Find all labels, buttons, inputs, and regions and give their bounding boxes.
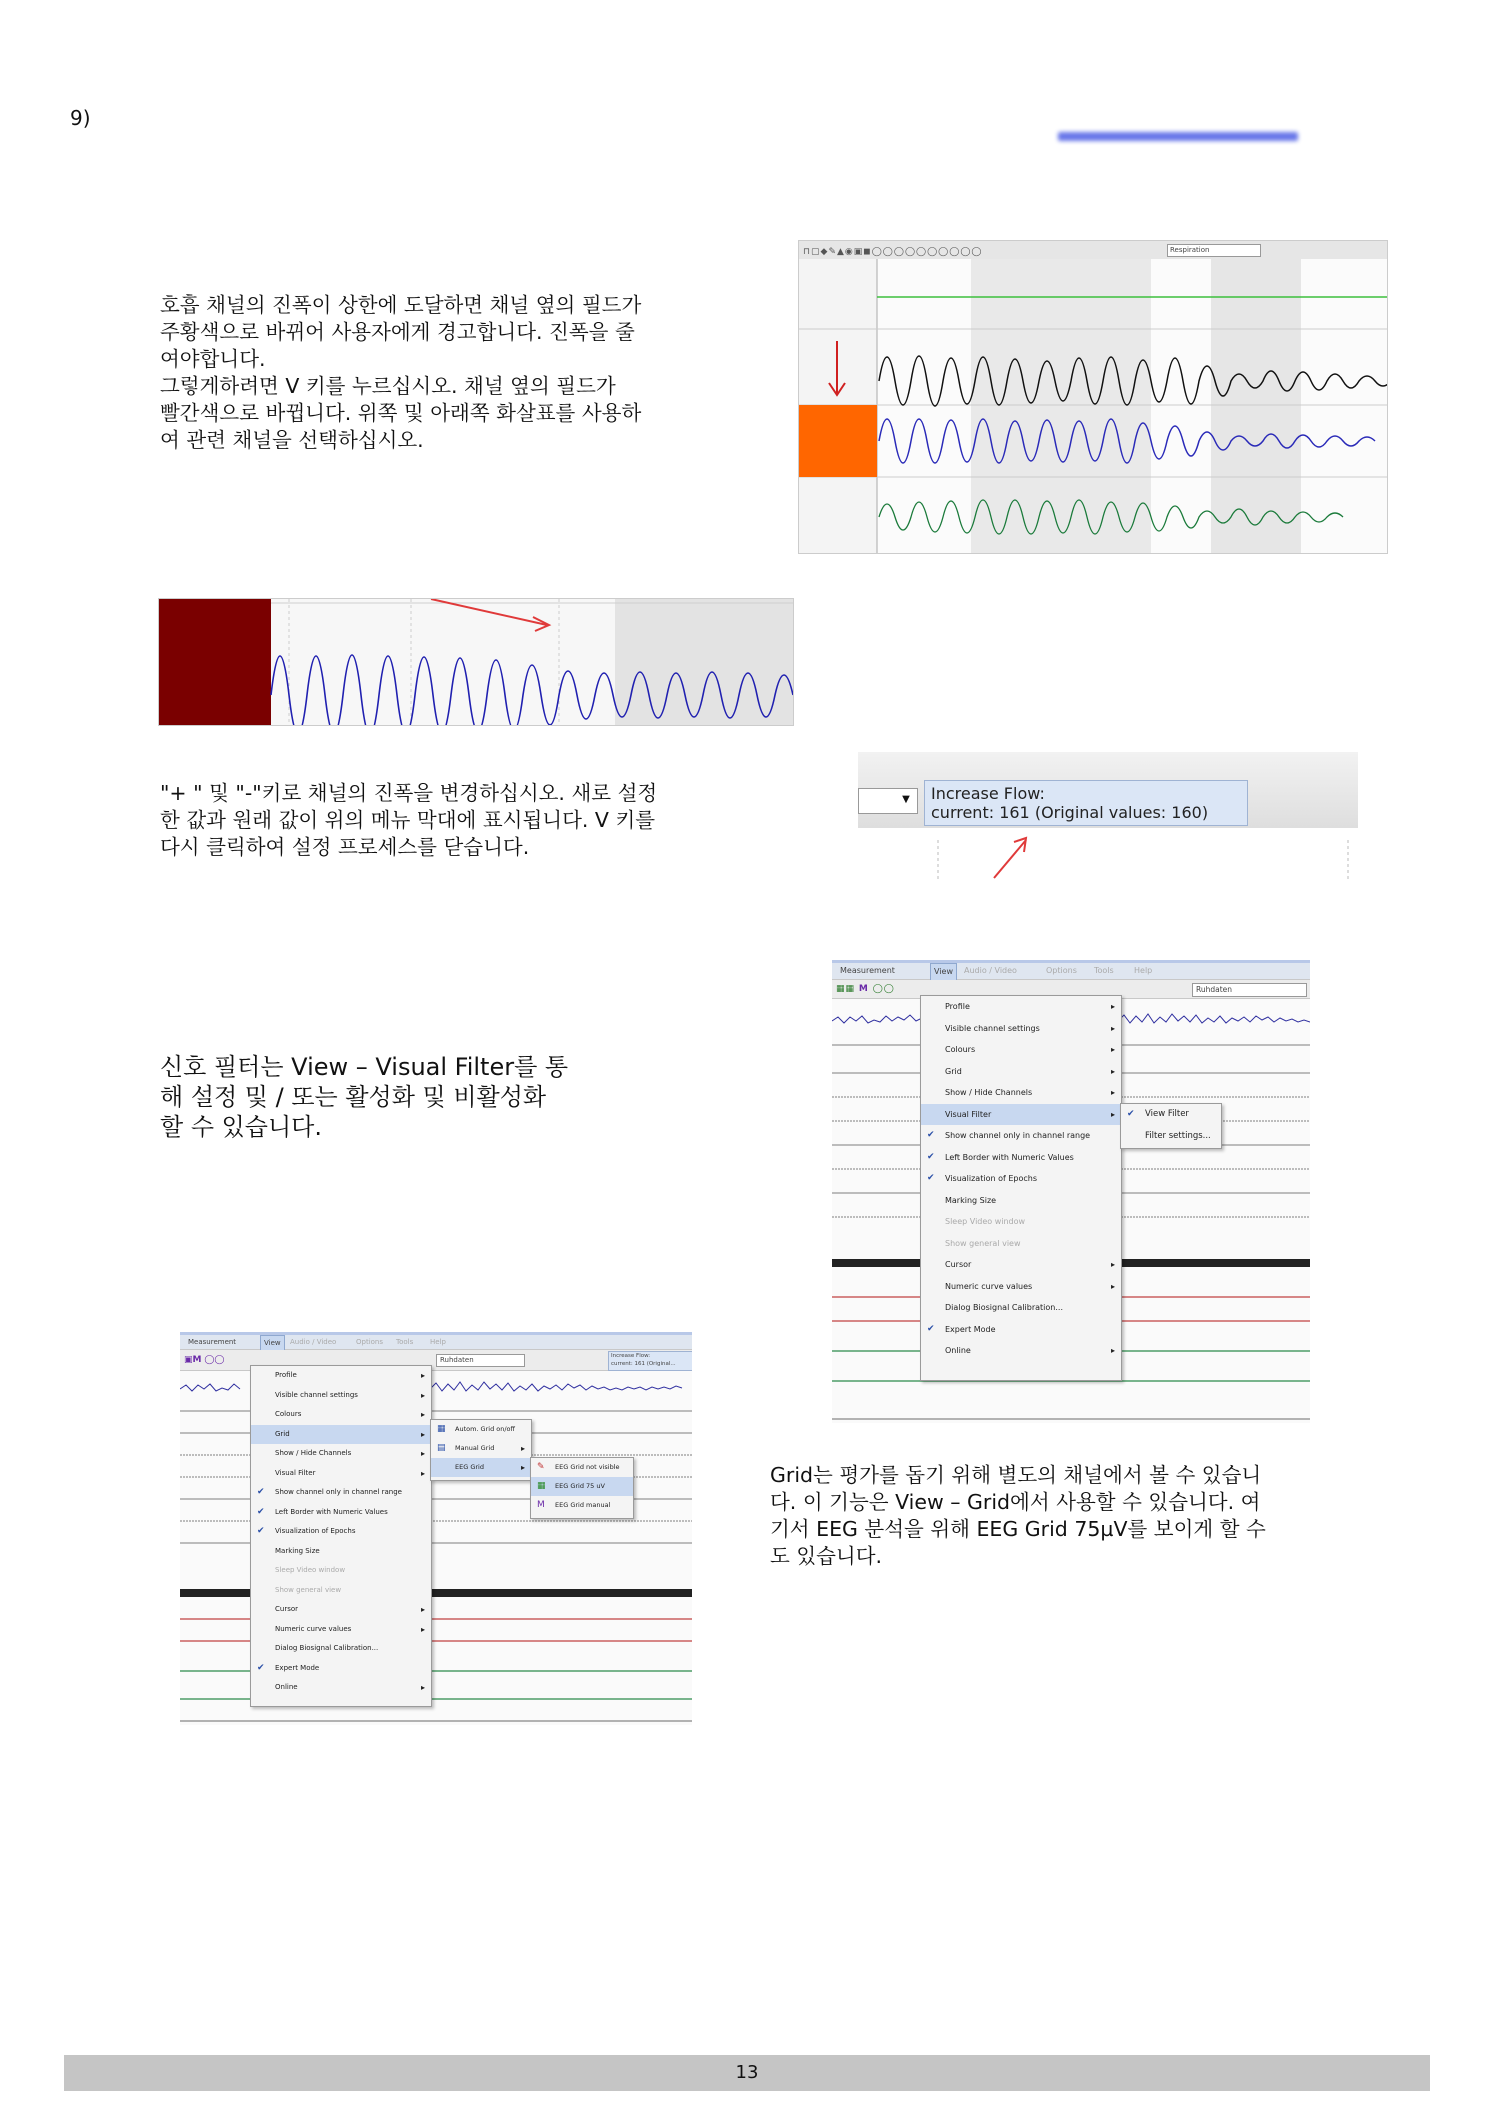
menu-item-visual-filter[interactable] [251,1464,431,1484]
menu-item-left-border-with-numeric-values[interactable] [921,1147,1121,1169]
menu-item-label: Left Border with Numeric Values [945,1152,1074,1162]
menu-audio-video[interactable]: Audio / Video [964,966,1017,975]
menu-item-visualization-of-epochs[interactable] [251,1522,431,1542]
chevron-right-icon: ▸ [420,1683,425,1692]
menu-tools[interactable]: Tools [396,1338,414,1346]
menu-item-label: Visual Filter [275,1468,316,1477]
submenu-label: EEG Grid [455,1463,484,1471]
menu-options[interactable]: Options [356,1338,384,1346]
menu-item-show-hide-channels[interactable] [251,1444,431,1464]
submenu-label: Autom. Grid on/off [455,1425,516,1433]
chevron-right-icon: ▸ [1110,1088,1115,1097]
chevron-right-icon: ▸ [420,1468,425,1478]
menu-item-label: Cursor [275,1605,299,1613]
menu-item-grid[interactable] [921,1061,1121,1083]
profile-select[interactable]: Ruhdaten [1192,983,1307,997]
submenu-label: View Filter [1145,1109,1189,1119]
submenu-label: EEG Grid 75 uV [555,1482,605,1490]
menu-item-cursor[interactable] [921,1254,1121,1276]
screenshot-red-field-signal [158,598,794,726]
red-selected-field [159,599,271,725]
menu-item-online[interactable] [921,1340,1121,1362]
menu-item-visible-channel-settings[interactable] [921,1018,1121,1040]
paragraph-amplitude-warning: 호흡 채널의 진폭이 상한에 도달하면 채널 옆의 필드가 주황색으로 바뀌어 사용자에게 경고합니다. 진폭을 줄 여야합니다. 그렇게하려면 V 키를 누르십시오. 채널 옆의 필드가 빨간색으로 바뀝니다. 위쪽 및 아래쪽 화살표를 사용하 여 관련 채널을 선택하십시오. [160,293,642,452]
menu-item-label: Visualization of Epochs [945,1174,1037,1183]
check-icon: ✔ [927,1323,935,1334]
menubar [180,1335,692,1350]
menu-item-expert-mode[interactable] [921,1319,1121,1341]
menubar [832,963,1310,980]
screenshot-visual-filter-menu [832,960,1310,1423]
menu-item-label: Dialog Biosignal Calibration... [275,1644,379,1652]
menu-item-label: Show general view [275,1585,342,1594]
submenu-manual-grid[interactable] [431,1439,531,1458]
submenu-filter-settings[interactable] [1121,1126,1221,1148]
menu-item-label: Show channel only in channel range [945,1131,1091,1140]
grid-icon: ▦ [537,1481,546,1491]
chevron-right-icon: ▸ [520,1444,525,1453]
menu-item-label: Show / Hide Channels [275,1449,352,1457]
menu-item-profile[interactable] [251,1366,431,1386]
menu-item-numeric-curve-values[interactable] [251,1620,431,1640]
menu-item-expert-mode[interactable] [251,1659,431,1679]
chevron-right-icon: ▸ [1110,1023,1115,1033]
chevron-right-icon: ▸ [420,1390,425,1400]
menu-item-label: Show channel only in channel range [275,1488,402,1496]
menu-item-label: Left Border with Numeric Values [275,1507,388,1516]
menu-item-label: Visualization of Epochs [275,1527,356,1535]
eeg-grid-submenu [530,1457,634,1519]
chevron-right-icon: ▸ [420,1624,425,1634]
submenu-label: EEG Grid not visible [555,1463,620,1471]
respiration-signal-plot [799,241,1387,553]
menu-item-dialog-biosignal-calibration[interactable] [251,1639,431,1659]
chevron-right-icon: ▸ [420,1605,425,1614]
menu-item-visualization-of-epochs[interactable] [921,1168,1121,1190]
marker-icon: M [537,1500,545,1510]
menu-view[interactable]: View [930,963,957,981]
screenshot-respiration-channels [798,240,1388,554]
menu-item-show-general-view[interactable] [921,1233,1121,1255]
menu-item-show-hide-channels[interactable] [921,1082,1121,1104]
submenu-label: EEG Grid manual [555,1501,611,1509]
menu-measurement[interactable]: Measurement [188,1338,237,1346]
menu-item-dialog-biosignal-calibration[interactable] [921,1297,1121,1319]
submenu-eeg-grid[interactable] [431,1458,531,1477]
cropped-heading-remnant [1058,132,1298,141]
menu-item-profile[interactable] [921,996,1121,1018]
view-menu [920,995,1122,1381]
check-icon: ✔ [1127,1109,1135,1119]
menu-item-show-channel-only-in-channel-range[interactable] [921,1125,1121,1147]
menu-item-label: Marking Size [945,1195,997,1205]
menu-item-online[interactable] [251,1678,431,1698]
submenu-view-filter[interactable] [1121,1104,1221,1126]
chevron-right-icon: ▸ [1110,1045,1115,1054]
check-icon: ✔ [927,1151,935,1162]
menu-help[interactable]: Help [1134,966,1153,975]
submenu-autom-grid[interactable] [431,1420,531,1439]
menu-item-label: Visual Filter [945,1109,992,1119]
screenshot-increase-flow [858,752,1358,880]
page-number: 13 [735,2062,759,2083]
menu-item-label: Visible channel settings [945,1023,1040,1033]
orange-warning-field [799,405,877,477]
toolbar-icons: ⊓▢◆✎▲◉▣◼◯◯◯◯◯◯◯◯◯◯ [803,247,983,257]
menu-item-label: Profile [275,1371,297,1379]
menu-tools[interactable]: Tools [1094,966,1114,975]
flow-title: Increase Flow: [931,784,1045,803]
submenu-label: Manual Grid [455,1444,495,1452]
chevron-right-icon: ▸ [520,1463,525,1472]
respiration-select[interactable]: Respiration [1167,244,1261,257]
chevron-right-icon: ▸ [1110,1109,1115,1119]
menu-item-label: Expert Mode [945,1324,996,1334]
paragraph-grid: Grid는 평가를 돕기 위해 별도의 채널에서 볼 수 있습니 다. 이 기능은 View – Grid에서 사용할 수 있습니다. 여 기서 EEG 분석을 위해 EEG Grid 75µV를 보이게 할 수 도 있습니다. [770,1463,1266,1568]
check-icon: ✔ [257,1487,265,1497]
menu-item-label: Online [275,1683,298,1691]
menu-item-left-border-with-numeric-values[interactable] [251,1503,431,1523]
check-icon: ✔ [927,1130,935,1140]
check-icon: ✔ [257,1526,265,1536]
submenu-eeg-grid-manual[interactable] [531,1496,633,1515]
menu-item-label: Profile [945,1002,970,1011]
chevron-right-icon: ▸ [1110,1066,1115,1076]
menu-item-label: Colours [275,1410,302,1418]
menu-item-numeric-curve-values[interactable] [921,1276,1121,1298]
menu-item-label: Grid [275,1429,290,1438]
menu-item-marking-size[interactable] [921,1190,1121,1212]
menu-item-label: Sleep Video window [275,1566,346,1574]
profile-select[interactable]: Ruhdaten [436,1354,525,1367]
menu-item-grid[interactable] [251,1425,431,1445]
submenu-label: Filter settings... [1145,1130,1211,1141]
grid-icon: ▤ [437,1443,446,1453]
menu-item-label: Expert Mode [275,1663,320,1672]
chevron-right-icon: ▸ [420,1429,425,1439]
chevron-right-icon: ▸ [420,1371,425,1380]
menu-item-show-channel-only-in-channel-range[interactable] [251,1483,431,1503]
menu-item-label: Cursor [945,1260,972,1269]
view-menu [250,1365,432,1707]
menu-item-marking-size[interactable] [251,1542,431,1562]
grid-icon: ▦ [437,1424,446,1434]
menu-item-visual-filter[interactable] [921,1104,1121,1126]
paragraph-visual-filter: 신호 필터는 View – Visual Filter를 통 해 설정 및 / 또는 활성화 및 비활성화 할 수 있습니다. [160,1053,569,1141]
check-icon: ✔ [257,1506,265,1517]
screenshot-grid-menu [180,1332,692,1725]
menu-item-label: Sleep Video window [945,1217,1026,1226]
chevron-right-icon: ▸ [420,1449,425,1458]
menu-item-label: Show / Hide Channels [945,1088,1033,1097]
chevron-right-icon: ▸ [1110,1346,1115,1355]
pencil-icon: ✎ [537,1462,545,1472]
submenu-eeg-grid-75uv[interactable] [531,1477,633,1496]
menu-options[interactable]: Options [1046,966,1077,975]
menu-item-label: Numeric curve values [275,1624,352,1633]
menu-item-label: Colours [945,1045,976,1054]
chevron-right-icon: ▸ [1110,1002,1115,1011]
paragraph-amplitude-change: "+ " 및 "-"키로 채널의 진폭을 변경하십시오. 새로 설정 한 값과 원래 값이 위의 메뉴 막대에 표시됩니다. V 키를 다시 클릭하여 설정 프로세스를 닫습니다. [160,781,658,859]
menu-item-label: Online [945,1346,971,1355]
chevron-right-icon: ▸ [1110,1260,1115,1269]
chevron-down-icon: ▼ [902,794,910,805]
red-field-signal-plot [159,599,793,725]
menu-item-sleep-video-window[interactable] [921,1211,1121,1233]
section-number: 9) [70,106,91,130]
menu-item-label: Visible channel settings [275,1390,358,1399]
visual-filter-submenu [1120,1103,1222,1149]
menu-view[interactable]: View [260,1335,285,1351]
red-arrow [858,752,1358,880]
grid-submenu [430,1419,532,1481]
increase-flow-info: Increase Flow: current: 161 (Original... [608,1351,692,1371]
menu-item-visible-channel-settings[interactable] [251,1386,431,1406]
menu-help[interactable]: Help [430,1338,446,1346]
menu-measurement[interactable]: Measurement [840,966,895,975]
menu-item-colours[interactable] [921,1039,1121,1061]
menu-item-label: Show general view [945,1238,1021,1248]
menu-audio-video[interactable]: Audio / Video [290,1338,337,1346]
chevron-right-icon: ▸ [1110,1281,1115,1291]
check-icon: ✔ [257,1662,265,1673]
menu-item-label: Grid [945,1066,962,1076]
submenu-eeg-grid-not-visible[interactable] [531,1458,633,1477]
check-icon: ✔ [927,1173,935,1183]
menu-item-cursor[interactable] [251,1600,431,1620]
menu-item-label: Numeric curve values [945,1281,1033,1291]
menu-item-colours[interactable] [251,1405,431,1425]
toolbar-icons: ▣M ◯◯ [184,1355,225,1365]
flow-current: current: 161 (Original values: 160) [931,803,1209,822]
menu-item-label: Marking Size [275,1546,320,1555]
page-footer [64,2055,1430,2091]
menu-item-sleep-video-window[interactable] [251,1561,431,1581]
toolbar-icons: ▦▦ M ◯◯ [836,984,895,994]
menu-item-show-general-view[interactable] [251,1581,431,1601]
menu-item-label: Dialog Biosignal Calibration... [945,1303,1063,1312]
chevron-right-icon: ▸ [420,1410,425,1419]
